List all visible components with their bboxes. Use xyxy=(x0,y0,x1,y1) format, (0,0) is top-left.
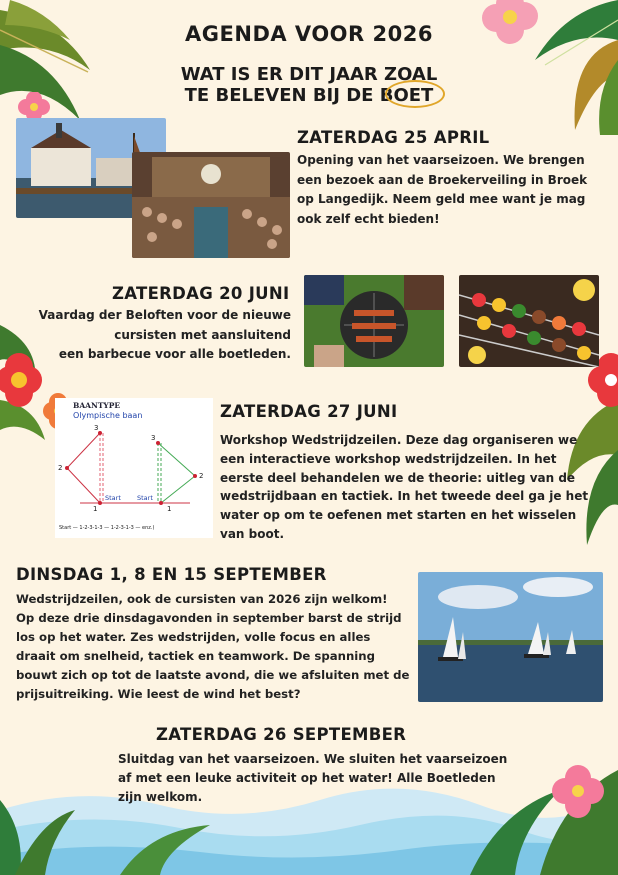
mark-label-left-2: 2 xyxy=(58,464,63,472)
event-5-description: Sluitdag van het vaarseizoen. We sluiten het vaarseizoen af met een leuke activiteit op het water! Alle Boetleden zijn welkom. xyxy=(118,752,508,804)
page-subtitle-line-2: TE BELEVEN BIJ DE BOET xyxy=(184,85,434,106)
start-label-left: Start xyxy=(105,494,121,502)
event-1-description: Opening van het vaarseizoen. We brengen een bezoek aan de Broekerveiling in Broek op Langedijk. Neem geld mee want je mag ook zelf echt bieden! xyxy=(297,153,588,226)
diagram-title: BAANTYPE xyxy=(73,401,121,410)
highlight-ring xyxy=(385,80,445,108)
course-lines xyxy=(55,398,213,538)
event-photo-sailing-race xyxy=(418,572,603,702)
event-photo-barbecue-grill xyxy=(304,275,444,367)
event-photo-barbecue-skewers xyxy=(459,275,599,367)
event-4-date: DINSDAG 1, 8 EN 15 SEPTEMBER xyxy=(16,565,327,584)
event-3-date: ZATERDAG 27 JUNI xyxy=(220,402,398,421)
start-label-right: Start xyxy=(137,494,153,502)
race-course-diagram xyxy=(55,398,213,538)
event-2-date: ZATERDAG 20 JUNI xyxy=(112,284,290,303)
mark-label-right-3: 3 xyxy=(151,434,156,442)
mark-label-left-3: 3 xyxy=(94,424,99,432)
event-3-description: Workshop Wedstrijdzeilen. Deze dag organiseren we een interactieve workshop wedstrijdzeilen. In het eerste deel behandelen we de theorie: uitleg van de wedstrijdbaan en tactiek. In het tweede deel ga je het water op om te oefenen met starten en het wisselen van boot. xyxy=(220,433,589,541)
pink-flower-bottom-right xyxy=(548,765,608,820)
event-4-description: Wedstrijdzeilen, ook de cursisten van 2026 zijn welkom! Op deze drie dinsdagavonden in september barst de strijd los op het water. Zes wedstrijden, volle focus en alles draait om snelheid, tactiek en teamwork. De spanning bouwt zich op tot de laatste avond, die we afsluiten met de prijsuitreiking. Wie leest de wind het best? xyxy=(16,592,410,701)
diagram-subtitle: Olympische baan xyxy=(73,411,143,420)
event-2-description: Vaardag der Beloften voor de nieuwe cursisten met aansluitend een barbecue voor alle boetleden. xyxy=(38,308,291,361)
event-photo-veiling-interior xyxy=(132,152,290,258)
event-5-date: ZATERDAG 26 SEPTEMBER xyxy=(156,725,407,744)
event-1-date: ZATERDAG 25 APRIL xyxy=(297,128,490,147)
page-subtitle-line-1: WAT IS ER DIT JAAR ZOAL xyxy=(180,64,438,85)
page-title: AGENDA VOOR 2026 xyxy=(185,22,433,46)
mark-label-right-1: 1 xyxy=(167,505,172,513)
diagram-legend: Start — 1-2-3-1-3 — 1-2-3-1-3 — enz.) xyxy=(59,525,155,531)
mark-label-left-1: 1 xyxy=(93,505,98,513)
mark-label-right-2: 2 xyxy=(199,472,204,480)
